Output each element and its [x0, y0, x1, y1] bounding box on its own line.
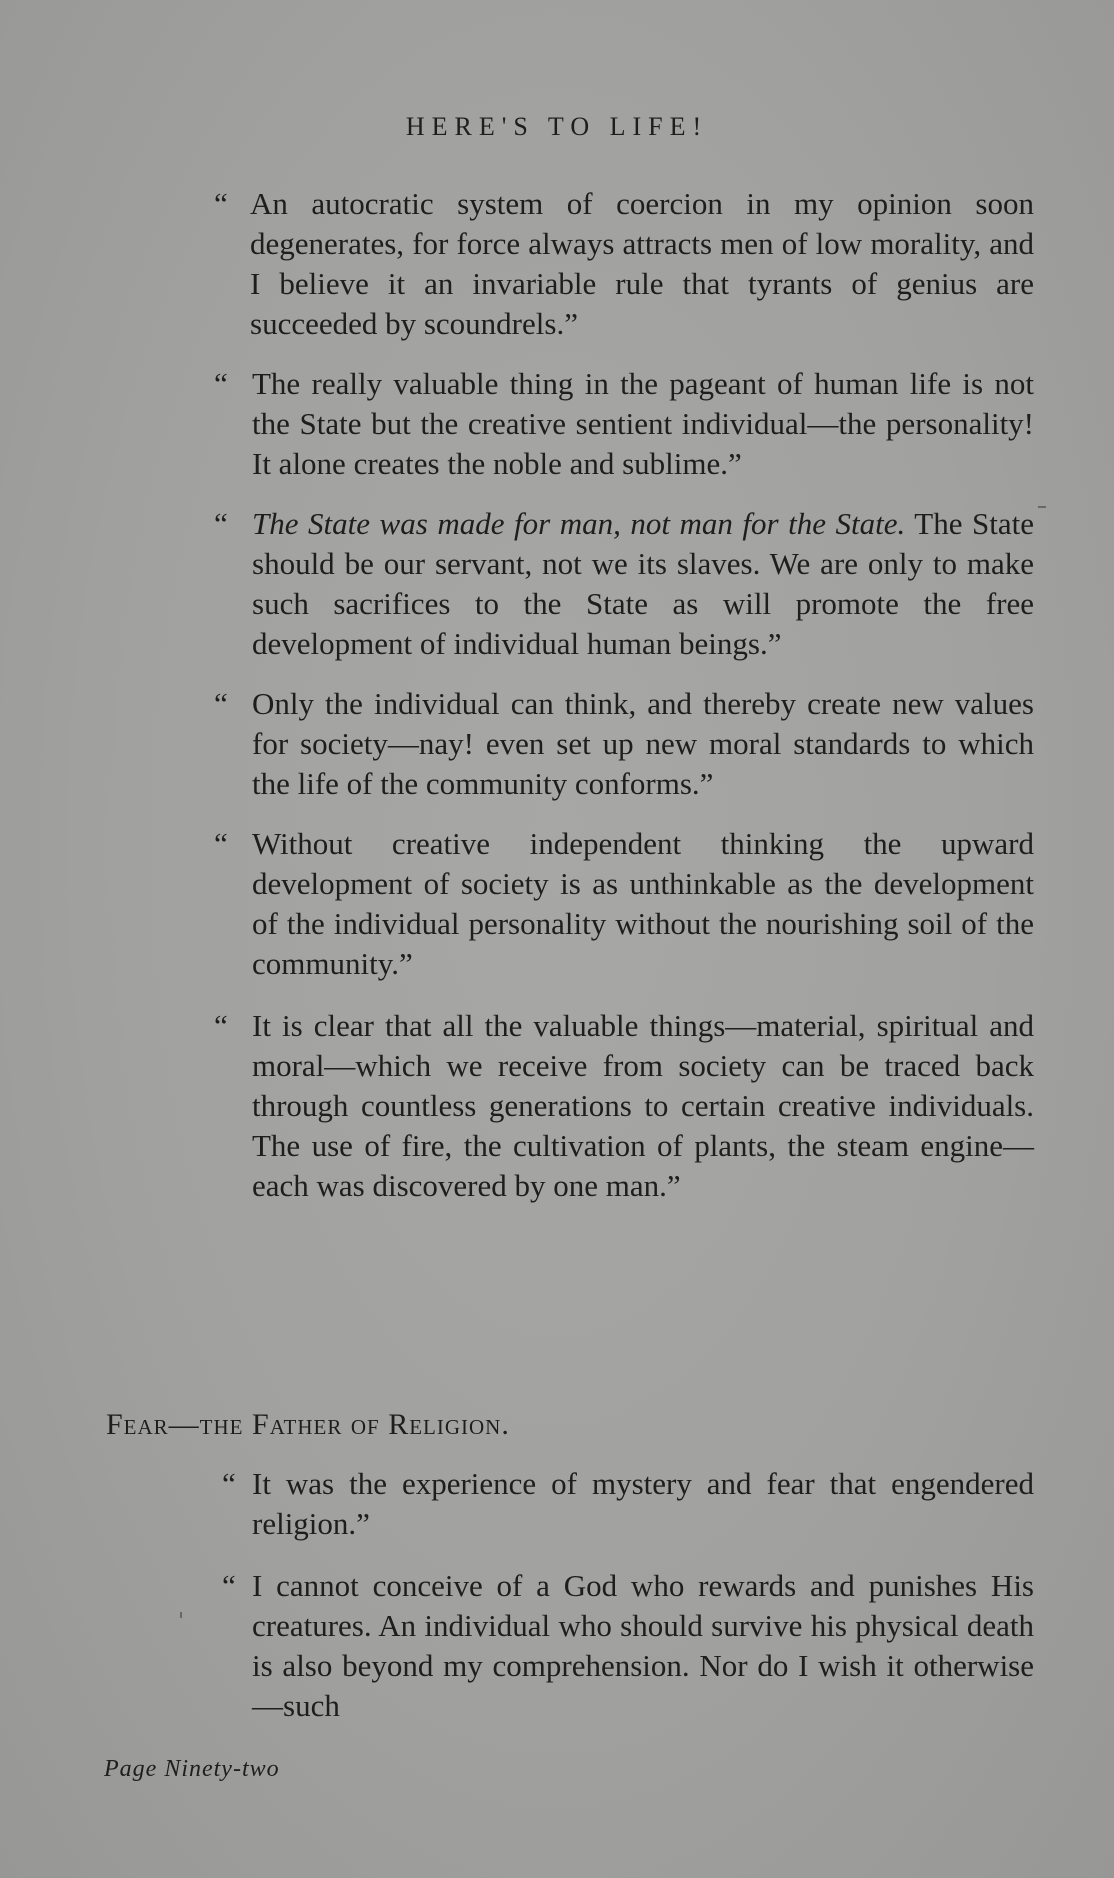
quote-paragraph [214, 364, 1034, 484]
open-quote-mark: “ [214, 1008, 228, 1043]
quote-text: Without creative independent thinking the upward development of society is as unthinkable as the development of the individual personality without the nourishing soil of the community.” [252, 826, 1034, 981]
quote-text: The State should be our servant, not we its slaves. We are only to make such sacrifices to the State as will promote the free development of individual human beings.” [252, 506, 1034, 661]
quote-paragraph [214, 1006, 1034, 1206]
open-quote-mark: “ [214, 506, 228, 541]
quote-paragraph [214, 184, 1034, 344]
open-quote-mark: “ [214, 366, 228, 401]
quote-paragraph [214, 504, 1034, 664]
quote-text: The really valuable thing in the pageant of human life is not the State but the creative sentient individual—the personality! It alone creates the noble and sublime.” [252, 366, 1034, 481]
quote-text: An autocratic system of coercion in my opinion soon degenerates, for force always attracts men of low morality, and I believe it an invariable rule that tyrants of genius are succeeded by scoundrels.” [250, 186, 1034, 341]
quote-paragraph [214, 684, 1034, 804]
open-quote-mark: “ [214, 826, 228, 861]
quote-paragraph [222, 1464, 1034, 1544]
quote-text: Only the individual can think, and thereby create new values for society—nay! even set up new moral standards to which the life of the community conforms.” [252, 686, 1034, 801]
section-heading-text: Fear—the Father of Religion. [106, 1408, 510, 1441]
open-quote-mark: “ [214, 686, 228, 721]
quote-text-container [252, 504, 1034, 664]
open-quote-mark: “ [222, 1466, 236, 1501]
open-quote-mark: “ [214, 186, 228, 221]
quote-paragraph [222, 1566, 1034, 1726]
print-speck [1038, 506, 1046, 508]
section-quote-list [222, 1464, 1034, 1726]
quote-paragraph [214, 824, 1034, 984]
page-number: Page Ninety-two [104, 1756, 280, 1782]
quote-list [214, 184, 1034, 1206]
quote-text: It was the experience of mystery and fear that engendered religion.” [252, 1466, 1034, 1541]
running-head: HERE'S TO LIFE! [405, 112, 709, 141]
open-quote-mark: “ [222, 1568, 236, 1603]
quote-italic-text: The State was made for man, not man for the State. [252, 506, 906, 541]
print-speck [180, 1612, 182, 1618]
quote-text: I cannot conceive of a God who rewards and punishes His creatures. An individual who should survive his physical death is also beyond my comprehension. Nor do I wish it otherwise—such [252, 1568, 1034, 1723]
quote-text: It is clear that all the valuable things—material, spiritual and moral—which we receive from society can be traced back through countless generations to certain creative individuals. The use of fire, the cultivation of plants, the steam engine—each was discovered by one man.” [252, 1008, 1034, 1203]
section-heading [106, 1408, 510, 1442]
